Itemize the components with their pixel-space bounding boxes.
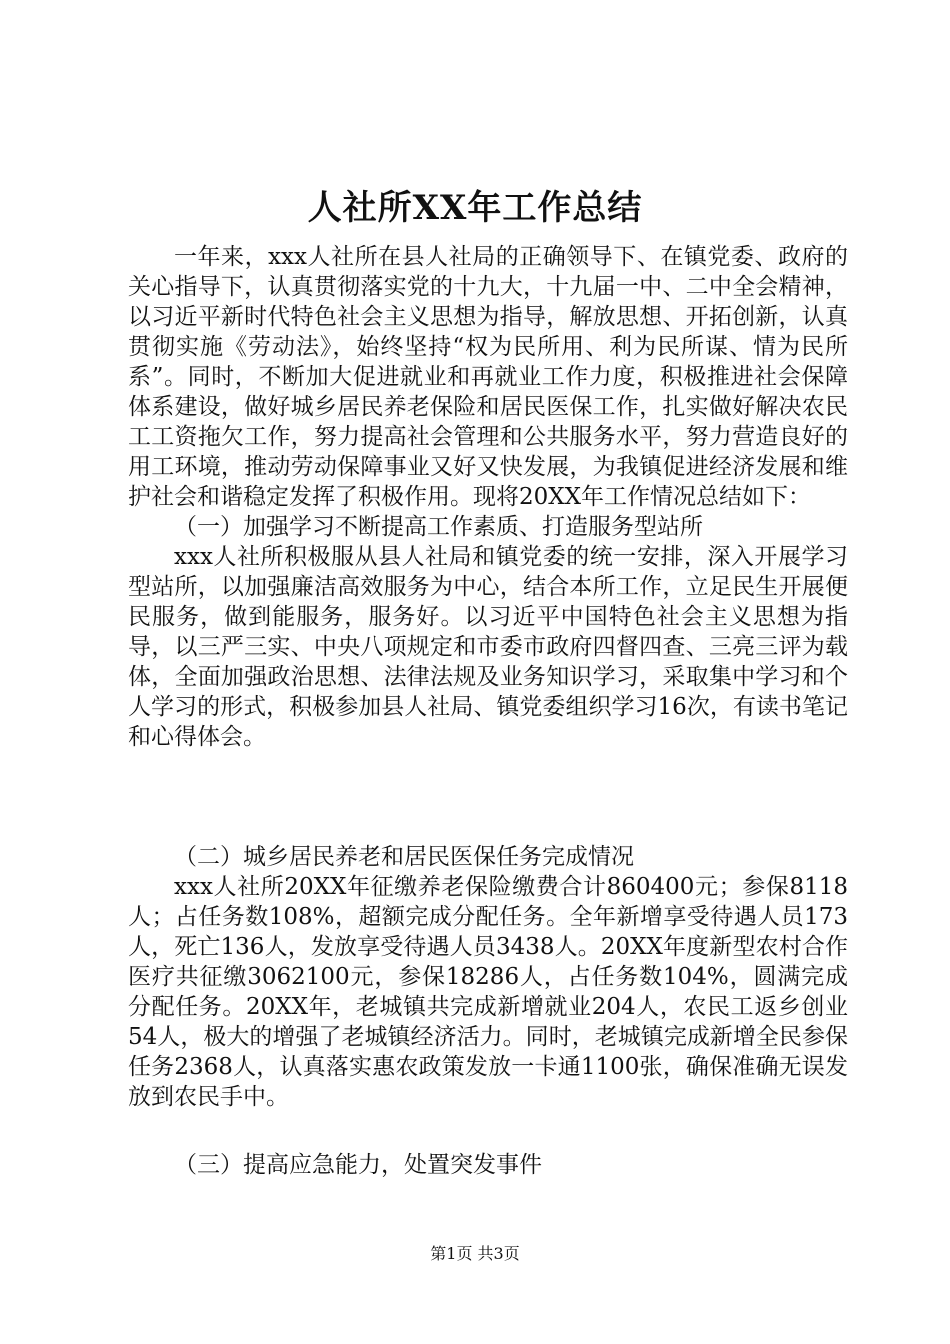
section-body-1: xxx人社所积极服从县人社局和镇党委的统一安排，深入开展学习型站所，以加强廉洁高效服务为中心，结合本所工作，立足民生开展便民服务，做到能服务，服务好。以习近平中国特色社会主义思想为指导，以三严三实、中央八项规定和市委市政府四督四查、三亮三评为载体，全面加强政治思想、法律法规及业务知识学习，采取集中学习和个人学习的形式，积极参加县人社局、镇党委组织学习16次，有读书笔记和心得体会。 (128, 544, 848, 750)
section-block-intro (128, 242, 848, 752)
section-block-2 (128, 842, 848, 1112)
section-heading-3: （三）提高应急能力，处置突发事件 (174, 1152, 542, 1178)
section-heading-1: （一）加强学习不断提高工作素质、打造服务型站所 (174, 514, 703, 540)
document-title: 人社所XX年工作总结 (307, 188, 643, 228)
page-footer: 第1页 共3页 (430, 1244, 520, 1263)
intro-paragraph: 一年来，xxx人社所在县人社局的正确领导下、在镇党委、政府的关心指导下，认真贯彻落实党的十九大，十九届一中、二中全会精神，以习近平新时代特色社会主义思想为指导，解放思想、开拓创新，认真贯彻实施《劳动法》，始终坚持“权为民所用、利为民所谋、情为民所系”。同时，不断加大促进就业和再就业工作力度，积极推进社会保障体系建设，做好城乡居民养老保险和居民医保工作，扎实做好解决农民工工资拖欠工作，努力提高社会管理和公共服务水平，努力营造良好的用工环境，推动劳动保障事业又好又快发展，为我镇促进经济发展和维护社会和谐稳定发挥了积极作用。现将20XX年工作情况总结如下： (128, 244, 848, 510)
section-block-3 (128, 1150, 848, 1180)
section-body-2: xxx人社所20XX年征缴养老保险缴费合计860400元；参保8118人；占任务数108%，超额完成分配任务。全年新增享受待遇人员173人，死亡136人，发放享受待遇人员3438人。20XX年度新型农村合作医疗共征缴3062100元，参保18286人，占任务数104%，圆满完成分配任务。20XX年，老城镇共完成新增就业204人，农民工返乡创业54人，极大的增强了老城镇经济活力。同时，老城镇完成新增全民参保任务2368人，认真落实惠农政策发放一卡通1100张，确保准确无误发放到农民手中。 (128, 874, 848, 1110)
section-heading-2: （二）城乡居民养老和居民医保任务完成情况 (174, 844, 634, 870)
